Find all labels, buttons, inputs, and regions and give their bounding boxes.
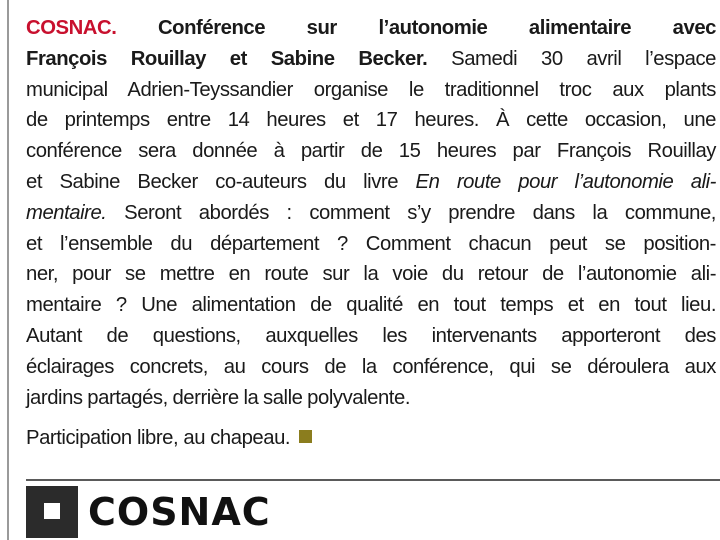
article-line-6 <box>26 167 716 198</box>
column-rule <box>7 0 9 540</box>
article-line-1 <box>26 13 716 44</box>
article-line-7 <box>26 198 716 229</box>
section-title: COSNAC <box>88 490 271 534</box>
article-line-8: et l’ensemble du département ? Comment chacun peut se position- <box>26 232 716 255</box>
book-title-part-1: En route pour l’autonomie ali- <box>415 170 716 193</box>
section-square-icon <box>26 486 78 538</box>
article-body-text: et Sabine Becker co-auteurs du livre <box>26 170 416 193</box>
article-closing <box>26 423 312 453</box>
article-line-4: de printemps entre 14 heures et 17 heures. À cette occasion, une <box>26 109 716 132</box>
article <box>26 13 716 413</box>
closing-text: Participation libre, au chapeau. <box>26 427 291 449</box>
article-body-text: Samedi 30 avril l’espace <box>427 47 716 70</box>
article-line-11: Autant de questions, auxquelles les intervenants apporteront des <box>26 324 716 347</box>
article-line-10: mentaire ? Une alimentation de qualité en tout temps et en tout lieu. <box>26 294 716 317</box>
article-line-5: conférence sera donnée à partir de 15 heures par François Rouillay <box>26 140 716 163</box>
article-body-text: Seront abordés : comment s’y prendre dans la commune, <box>106 201 716 224</box>
article-headline-part-2: François Rouillay et Sabine Becker. <box>26 47 428 70</box>
section-square-inner <box>44 503 60 519</box>
article-line-9: ner, pour se mettre en route sur la voie du retour de l’autonomie ali- <box>26 263 716 286</box>
article-kicker: COSNAC. <box>26 17 117 39</box>
article-headline-part-1: Conférence sur l’autonomie alimentaire avec <box>157 17 716 39</box>
article-line-3: municipal Adrien-Teyssandier organise le traditionnel troc aux plants <box>26 78 716 101</box>
section-divider <box>26 479 720 481</box>
book-title-part-2: mentaire. <box>26 201 107 224</box>
article-line-13: jardins partagés, derrière la salle polyvalente. <box>26 386 411 409</box>
end-of-article-square-icon <box>299 430 312 443</box>
article-line-12: éclairages concrets, au cours de la conférence, qui se déroulera aux <box>26 355 716 378</box>
article-line-2 <box>26 44 716 75</box>
